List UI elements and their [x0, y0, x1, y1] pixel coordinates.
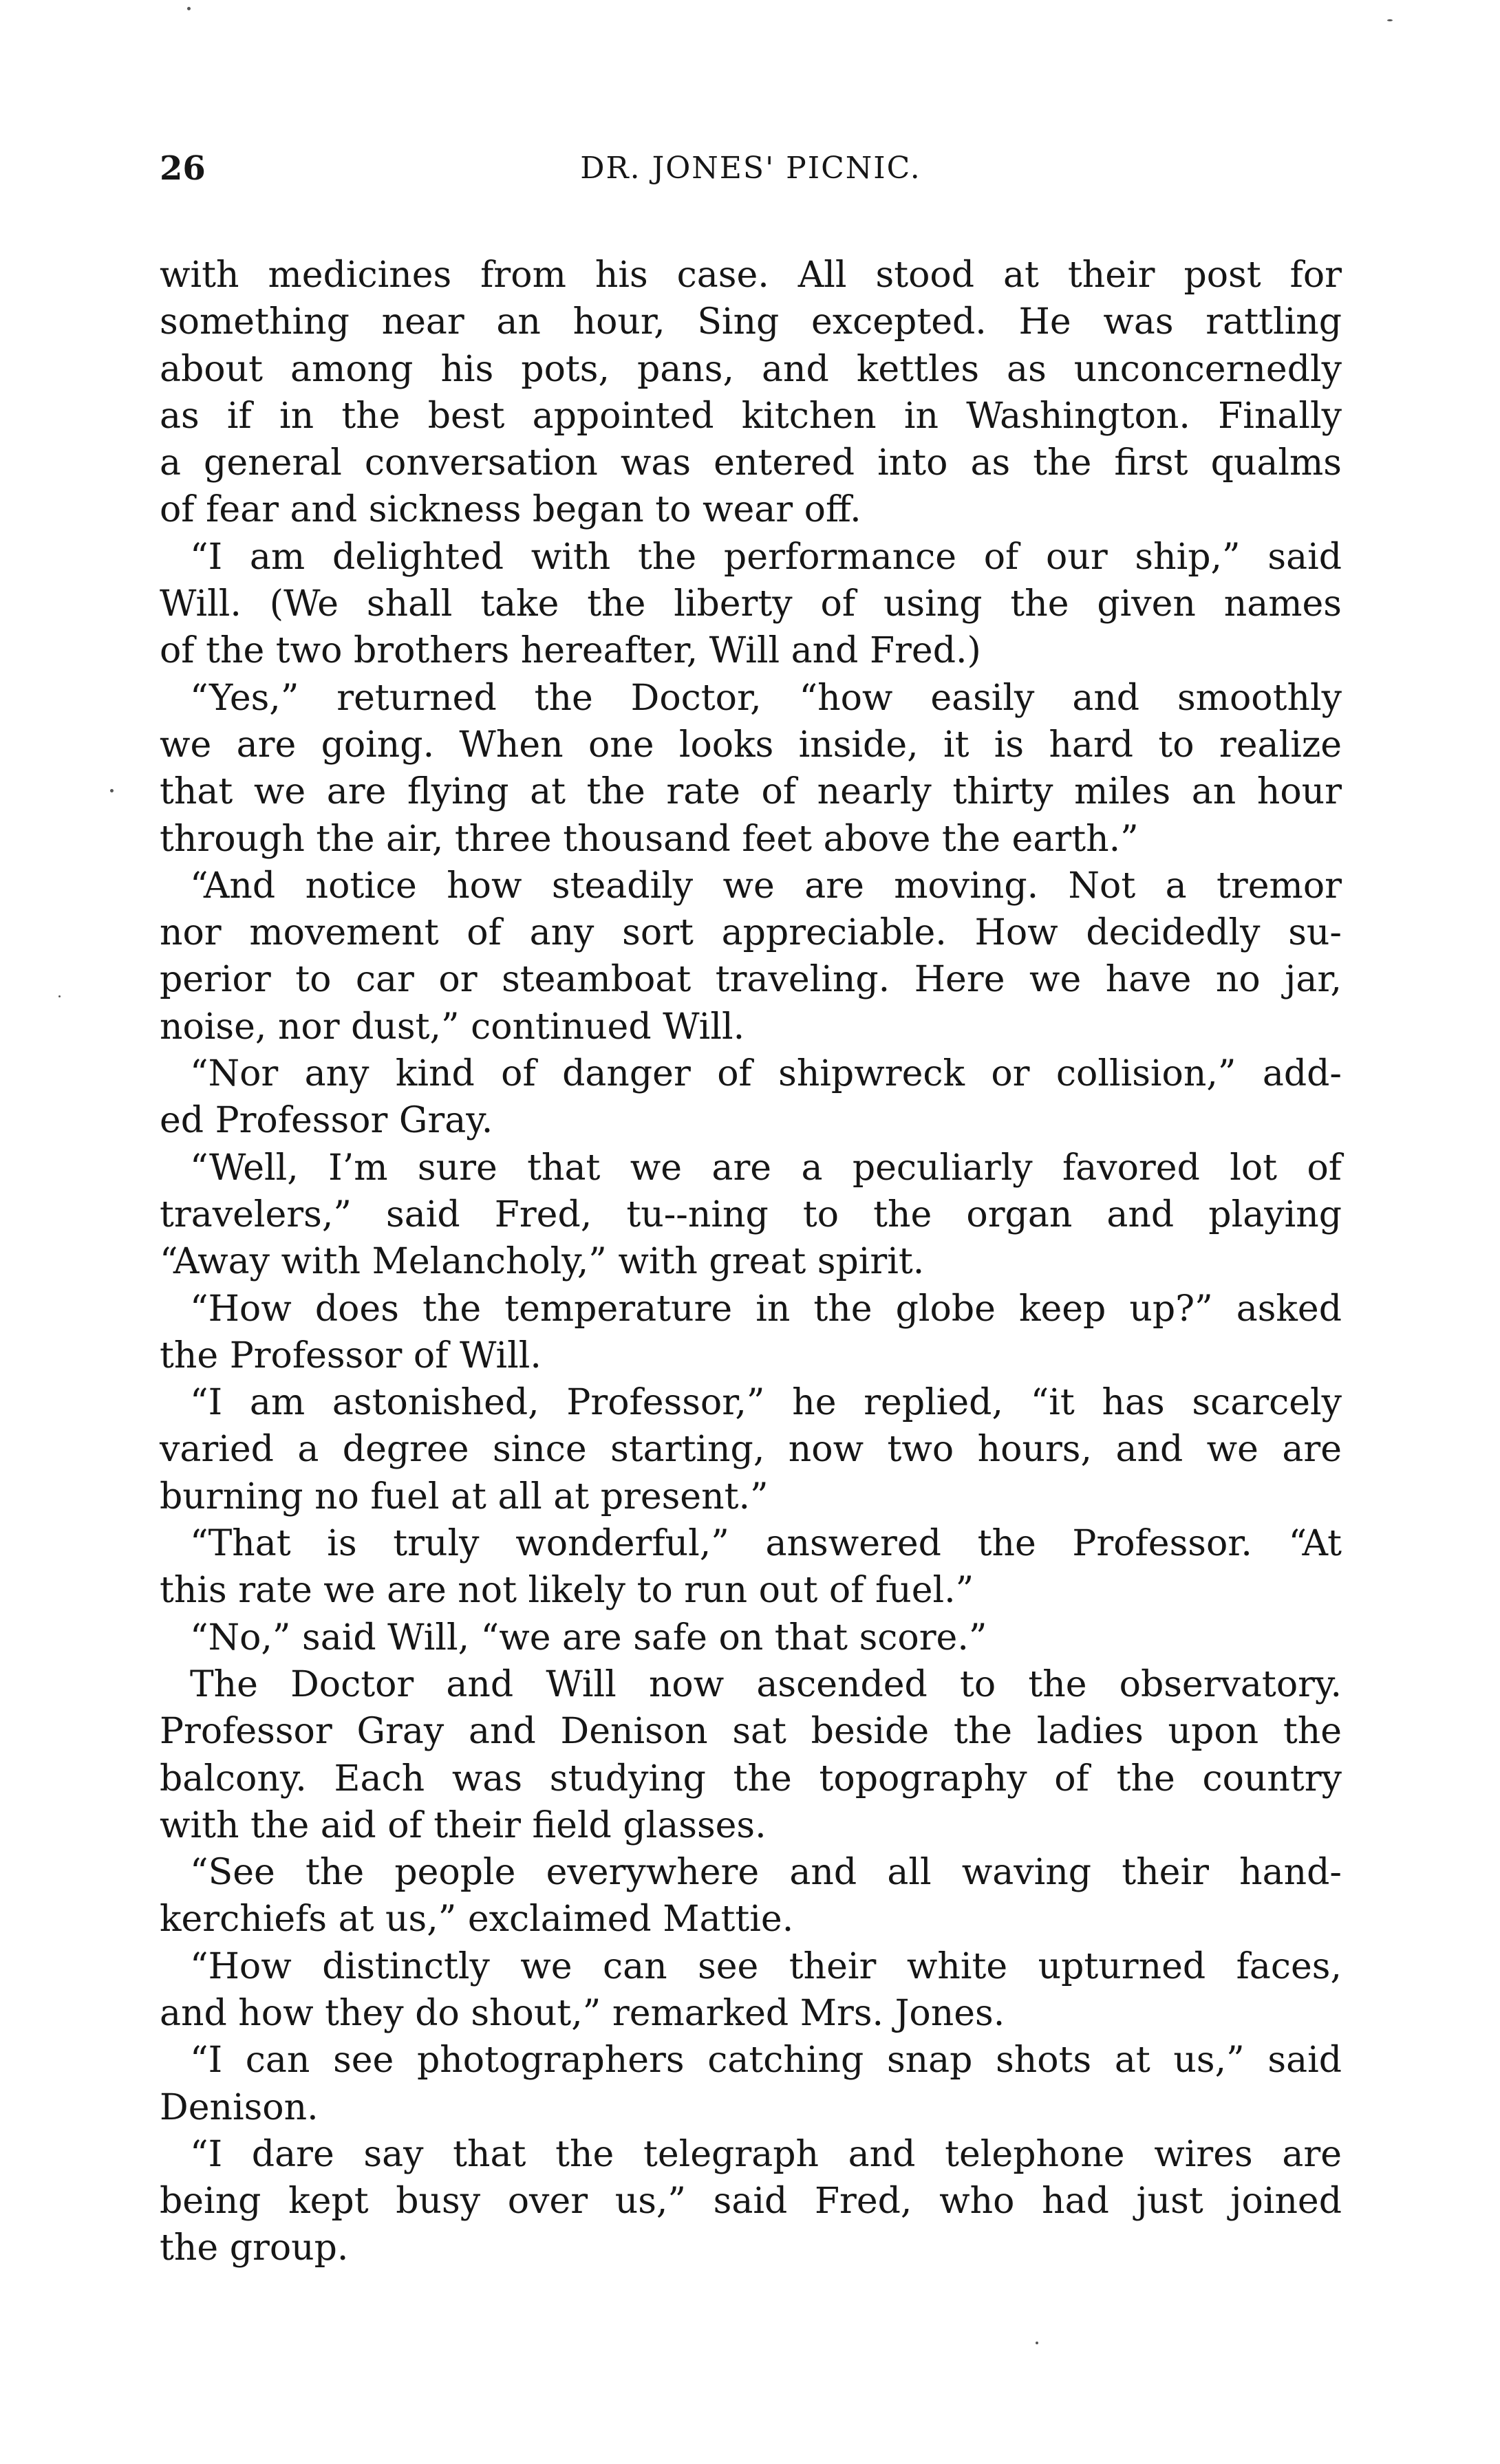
book-page	[160, 144, 1342, 2272]
text-line: “No,” said Will, “we are safe on that score.”	[190, 1617, 987, 1658]
text-line: something near an hour, Sing excepted. He was rattling	[160, 301, 1342, 343]
scan-speck	[110, 789, 114, 792]
text-line: kerchiefs at us,” exclaimed Mattie.	[160, 1899, 794, 1941]
running-title: DR. JONES' PICNIC.	[580, 151, 921, 186]
scan-speck	[1036, 2342, 1038, 2344]
text-line: noise, nor dust,” continued Will.	[160, 1006, 745, 1048]
text-line: “I can see photographers catching snap shots at us,” said	[190, 2040, 1342, 2082]
text-line: varied a degree since starting, now two hours, and we are	[160, 1429, 1342, 1471]
text-line: The Doctor and Will now ascended to the observatory.	[190, 1663, 1342, 1705]
text-line: perior to car or steamboat traveling. Here we have no jar,	[160, 959, 1342, 1001]
text-line: of the two brothers hereafter, Will and Fred.)	[160, 630, 981, 672]
text-line: “And notice how steadily we are moving. Not a tremor	[190, 865, 1342, 907]
text-line: this rate we are not likely to run out of fuel.”	[160, 1570, 974, 1612]
text-line: burning no fuel at all at present.”	[160, 1476, 769, 1517]
text-line: Professor Gray and Denison sat beside the ladies upon the	[160, 1711, 1342, 1753]
text-line: about among his pots, pans, and kettles as unconcernedly	[160, 348, 1342, 390]
text-line: we are going. When one looks inside, it is hard to realize	[160, 724, 1342, 766]
text-line: “How distinctly we can see their white upturned faces,	[190, 1945, 1342, 1987]
scan-speck	[1387, 19, 1393, 21]
text-line: of fear and sickness began to wear off.	[160, 489, 861, 531]
text-line: with medicines from his case. All stood at their post for	[160, 255, 1342, 296]
text-line: “Away with Melancholy,” with great spirit.	[160, 1241, 925, 1283]
text-line: through the air, three thousand feet above the earth.”	[160, 818, 1139, 860]
text-line: “I am delighted with the performance of our ship,” said	[190, 536, 1342, 578]
scan-speck	[58, 995, 61, 997]
page-header	[160, 144, 1342, 193]
text-line: the Professor of Will.	[160, 1334, 542, 1376]
text-line: “That is truly wonderful,” answered the Professor. “At	[190, 1523, 1342, 1565]
text-line: “Nor any kind of danger of shipwreck or collision,” add-	[190, 1053, 1342, 1095]
text-line: Will. (We shall take the liberty of using the given names	[160, 583, 1342, 625]
text-line: Denison.	[160, 2086, 319, 2128]
text-line: “How does the temperature in the globe keep up?” asked	[190, 1288, 1342, 1330]
text-line: that we are flying at the rate of nearly thirty miles an hour	[160, 771, 1342, 813]
text-line: as if in the best appointed kitchen in Washington. Finally	[160, 395, 1342, 437]
scan-speck	[187, 7, 191, 10]
text-line: a general conversation was entered into as the first qualms	[160, 442, 1342, 484]
text-line: with the aid of their field glasses.	[160, 1804, 767, 1846]
text-line: nor movement of any sort appreciable. How decidedly su-	[160, 912, 1342, 954]
text-line: balcony. Each was studying the topography of the country	[160, 1758, 1342, 1800]
text-line: ed Professor Gray.	[160, 1100, 493, 1142]
text-line: travelers,” said Fred, tu--ning to the organ and playing	[160, 1193, 1342, 1235]
text-line: and how they do shout,” remarked Mrs. Jones.	[160, 1992, 1005, 2034]
text-line: “I dare say that the telegraph and telephone wires are	[190, 2133, 1342, 2175]
text-line: the group.	[160, 2227, 349, 2269]
page-number: 26	[160, 149, 206, 188]
text-line: “Yes,” returned the Doctor, “how easily and smoothly	[190, 677, 1342, 719]
text-line: “See the people everywhere and all waving their hand-	[190, 1852, 1342, 1894]
text-line: being kept busy over us,” said Fred, who had just joined	[160, 2181, 1342, 2223]
body-text	[160, 252, 1342, 2272]
text-line: “I am astonished, Professor,” he replied, “it has scarcely	[190, 1382, 1342, 1424]
text-line: “Well, I’m sure that we are a peculiarly favored lot of	[190, 1147, 1342, 1189]
